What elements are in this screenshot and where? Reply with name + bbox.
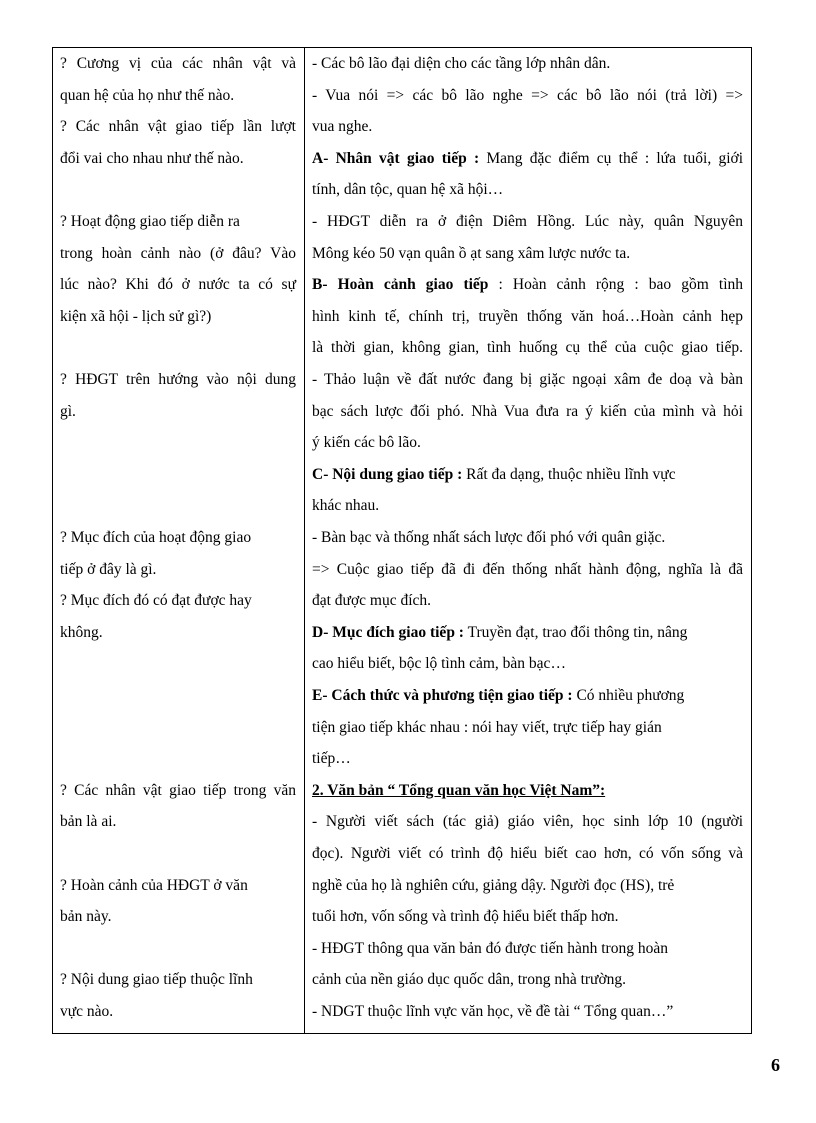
right-line — [312, 712, 743, 744]
left-line — [60, 143, 296, 175]
line-text: ? Các nhân vật giao tiếp lần lượt — [60, 118, 296, 136]
line-text: - Bàn bạc và thống nhất sách lược đối phó với quân giặc. — [312, 529, 666, 546]
right-line — [312, 996, 743, 1028]
line-text: => Cuộc giao tiếp đã đi đến thống nhất hành động, nghĩa là đã — [312, 560, 743, 578]
left-line — [60, 269, 296, 301]
left-line — [60, 396, 296, 428]
line-text: ? Mục đích đó có đạt được hay — [60, 592, 252, 610]
right-line — [312, 680, 743, 712]
line-text: là thời gian, không gian, tình huống cụ thể của cuộc giao tiếp. — [312, 339, 743, 357]
line-text: tiếp ở đây là gì. — [60, 560, 157, 578]
line-text: bản này. — [60, 908, 112, 926]
right-line — [312, 806, 743, 838]
section-heading: D- Mục đích giao tiếp : — [312, 623, 464, 641]
line-text: - Thảo luận về đất nước đang bị giặc ngoại xâm đe doạ và bàn — [312, 371, 743, 388]
right-line — [312, 269, 743, 301]
line-text: bạc sách lược đối phó. Nhà Vua đưa ra ý kiến của mình và hỏi — [312, 402, 743, 420]
right-line — [312, 870, 743, 902]
right-line — [312, 459, 743, 491]
section-heading: 2. Văn bản “ Tổng quan văn học Việt Nam”: — [312, 781, 606, 799]
left-line — [60, 364, 296, 396]
line-text: tiếp… — [312, 750, 351, 768]
line-text: nghề của họ là nghiên cứu, giảng dậy. Người đọc (HS), trẻ — [312, 876, 675, 894]
section-heading: A- Nhân vật giao tiếp : — [312, 149, 480, 167]
line-text: lúc nào? Khi đó ở nước ta có sự — [60, 276, 296, 294]
line-text: - HĐGT thông qua văn bản đó được tiến hành trong hoàn — [312, 939, 668, 957]
line-text: bản là ai. — [60, 813, 117, 831]
line-text: kiện xã hội - lịch sử gì?) — [60, 307, 212, 325]
line-text: hình kinh tế, chính trị, truyền thống văn hoá…Hoàn cảnh hẹp — [312, 307, 743, 325]
left-line — [60, 870, 296, 902]
right-line — [312, 490, 743, 522]
left-line — [60, 80, 296, 112]
line-text: tuổi hơn, vốn sống và trình độ hiểu biết thấp hơn. — [312, 908, 619, 926]
right-line — [312, 174, 743, 206]
right-line — [312, 648, 743, 680]
line-text: trong hoàn cảnh nào (ở đâu? Vào — [60, 244, 296, 262]
line-text: vực nào. — [60, 1003, 114, 1020]
line-text: đạt được mục đích. — [312, 592, 432, 610]
left-line — [60, 901, 296, 933]
line-text: ý kiến các bô lão. — [312, 434, 421, 452]
line-text: Mông kéo 50 vạn quân ồ ạt sang xâm lược nước ta. — [312, 244, 631, 262]
left-line — [60, 775, 296, 807]
right-line — [312, 238, 743, 270]
line-text: Rất đa dạng, thuộc nhiều lĩnh vực — [462, 465, 676, 483]
line-text: - HĐGT diễn ra ở điện Diêm Hồng. Lúc này, quân Nguyên — [312, 213, 743, 230]
right-line — [312, 617, 743, 649]
line-text: - Vua nói => các bô lão nghe => các bô lão nói (trả lời) => — [312, 86, 743, 104]
line-text: Có nhiều phương — [572, 687, 685, 704]
line-text: : Hoàn cảnh rộng : bao gồm tình — [488, 276, 744, 294]
right-line — [312, 554, 743, 586]
line-text: khác nhau. — [312, 497, 380, 515]
right-line — [312, 964, 743, 996]
line-text: cảnh của nền giáo dục quốc dân, trong nhà trường. — [312, 971, 627, 989]
left-line — [60, 206, 296, 238]
line-text: tiện giao tiếp khác nhau : nói hay viết, trực tiếp hay gián — [312, 718, 662, 736]
right-line — [312, 80, 743, 112]
left-line — [60, 48, 296, 80]
right-line — [312, 743, 743, 775]
left-line — [60, 617, 296, 649]
left-line — [60, 238, 296, 270]
left-line — [60, 996, 296, 1028]
line-text: - Người viết sách (tác giả) giáo viên, học sinh lớp 10 (người — [312, 813, 743, 831]
line-text: vua nghe. — [312, 118, 373, 136]
left-line — [60, 806, 296, 838]
line-text: - Các bô lão đại diện cho các tầng lớp nhân dân. — [312, 55, 611, 72]
right-line — [312, 901, 743, 933]
line-text: - NDGT thuộc lĩnh vực văn học, về đề tài “ Tổng quan…” — [312, 1003, 674, 1020]
right-line — [312, 427, 743, 459]
page-number: 6 — [771, 1055, 780, 1075]
right-line — [312, 143, 743, 175]
left-line — [60, 522, 296, 554]
line-text: không. — [60, 623, 103, 641]
left-line — [60, 964, 296, 996]
right-line — [312, 48, 743, 80]
line-text: đổi vai cho nhau như thế nào. — [60, 149, 244, 167]
line-text: ? Các nhân vật giao tiếp trong văn — [60, 781, 296, 799]
left-line — [60, 301, 296, 333]
section-heading: C- Nội dung giao tiếp : — [312, 465, 463, 483]
line-text: ? Hoạt động giao tiếp diễn ra — [60, 213, 240, 230]
right-line — [312, 933, 743, 965]
questions-column — [53, 48, 305, 1033]
line-text: ? Nội dung giao tiếp thuộc lĩnh — [60, 971, 253, 989]
line-text: đọc). Người viết có trình độ hiểu biết cao hơn, có vốn sống và — [312, 845, 743, 862]
section-heading: E- Cách thức và phương tiện giao tiếp : — [312, 687, 573, 704]
line-text: gì. — [60, 402, 76, 420]
right-line — [312, 522, 743, 554]
line-text: tính, dân tộc, quan hệ xã hội… — [312, 181, 504, 199]
right-line — [312, 364, 743, 396]
line-text: ? Mục đích của hoạt động giao — [60, 529, 252, 546]
line-text: quan hệ của họ như thế nào. — [60, 86, 235, 104]
right-line — [312, 838, 743, 870]
right-line — [312, 775, 743, 807]
line-text: ? HĐGT trên hướng vào nội dung — [60, 371, 296, 388]
document-table — [52, 47, 752, 1034]
right-line — [312, 111, 743, 143]
line-text: Truyền đạt, trao đổi thông tin, nâng — [463, 623, 688, 641]
line-text: Mang đặc điểm cụ thể : lứa tuổi, giới — [479, 149, 744, 167]
answers-column — [305, 48, 751, 1033]
left-line — [60, 111, 296, 143]
left-line — [60, 585, 296, 617]
line-text: ? Hoàn cảnh của HĐGT ở văn — [60, 876, 248, 894]
right-line — [312, 206, 743, 238]
right-line — [312, 301, 743, 333]
right-line — [312, 396, 743, 428]
right-line — [312, 585, 743, 617]
line-text: cao hiểu biết, bộc lộ tình cảm, bàn bạc… — [312, 655, 566, 673]
line-text: ? Cương vị của các nhân vật và — [60, 55, 296, 72]
left-line — [60, 554, 296, 586]
section-heading: B- Hoàn cảnh giao tiếp — [312, 276, 489, 294]
right-line — [312, 332, 743, 364]
